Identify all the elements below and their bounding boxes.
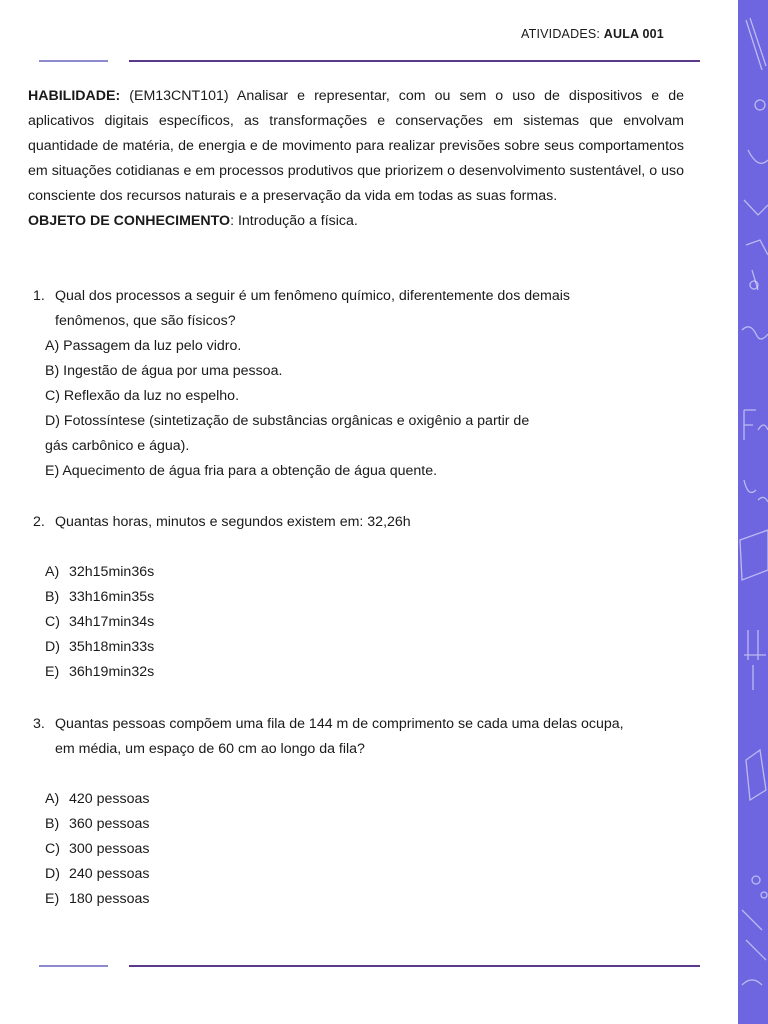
answer-option	[28, 837, 684, 862]
lesson-number: AULA 001	[603, 27, 664, 41]
question-number: 1.	[33, 288, 45, 304]
option-text: 420 pessoas	[69, 791, 150, 807]
question-text-line: fenômenos, que são físicos?	[55, 313, 236, 329]
option-text: 36h19min32s	[69, 664, 155, 680]
answer-option	[28, 660, 684, 685]
answer-option: E) Aquecimento de água fria para a obtenção de água quente.	[45, 463, 438, 479]
question-text-line: Qual dos processos a seguir é um fenômeno químico, diferentemente dos demais	[55, 288, 570, 304]
answer-option	[28, 560, 684, 585]
answer-option	[28, 610, 684, 635]
option-text: 33h16min35s	[69, 589, 155, 605]
option-letter: C)	[45, 841, 60, 857]
answer-option: B) Ingestão de água por uma pessoa.	[45, 363, 283, 379]
answer-option: D) Fotossíntese (sintetização de substâncias orgânicas e oxigênio a partir de	[45, 413, 530, 429]
header-title	[521, 27, 664, 41]
question-text-line: em média, um espaço de 60 cm ao longo da fila?	[55, 741, 365, 757]
answer-option-continuation: gás carbônico e água).	[45, 438, 190, 454]
question-text-line: Quantas pessoas compõem uma fila de 144 m de comprimento se cada uma delas ocupa,	[55, 716, 624, 732]
skill-paragraph	[28, 84, 684, 209]
option-letter: A)	[45, 564, 60, 580]
question-number: 3.	[33, 716, 45, 732]
question-number: 2.	[33, 514, 45, 530]
footer-rule-long	[129, 965, 700, 967]
knowledge-object-label: OBJETO DE CONHECIMENTO	[28, 213, 231, 229]
question-text-line: Quantas horas, minutos e segundos existem em: 32,26h	[55, 514, 411, 530]
skill-text: (EM13CNT101) Analisar e representar, com ou sem o uso de dispositivos e de aplicativos digitais específicos, as transformações e conservações em sistemas que envolvam quantidade de matéria, de energia e de movimento para realizar previsões sobre seus comportamentos em situações cotidianas e em processos produtivos que priorizem o desenvolvimento sustentável, o uso consciente dos recursos naturais e a preservação da vida em todas as suas formas.	[28, 88, 684, 204]
answer-option	[28, 787, 684, 812]
option-letter: D)	[45, 866, 60, 882]
science-doodles-icon	[738, 0, 768, 1024]
answer-option	[28, 862, 684, 887]
option-text: 240 pessoas	[69, 866, 150, 882]
question-3	[28, 712, 684, 912]
option-letter: E)	[45, 664, 60, 680]
option-text: 32h15min36s	[69, 564, 155, 580]
header-rule-long	[129, 60, 700, 62]
option-letter: B)	[45, 589, 60, 605]
document-body	[28, 84, 684, 234]
knowledge-object-text: : Introdução a física.	[230, 213, 358, 229]
option-text: 34h17min34s	[69, 614, 155, 630]
option-letter: D)	[45, 639, 60, 655]
header-prefix: ATIVIDADES:	[521, 27, 601, 41]
option-letter: E)	[45, 891, 60, 907]
header-rule-short	[39, 60, 108, 62]
answer-option	[28, 887, 684, 912]
side-decoration-strip	[738, 0, 768, 1024]
option-letter: B)	[45, 816, 60, 832]
option-text: 300 pessoas	[69, 841, 150, 857]
answer-option	[28, 635, 684, 660]
question-1	[28, 284, 684, 484]
option-text: 360 pessoas	[69, 816, 150, 832]
option-text: 35h18min33s	[69, 639, 155, 655]
footer-rule-short	[39, 965, 108, 967]
knowledge-object	[28, 209, 684, 234]
answer-option	[28, 812, 684, 837]
option-letter: C)	[45, 614, 60, 630]
answer-option: A) Passagem da luz pelo vidro.	[45, 338, 242, 354]
skill-label: HABILIDADE:	[28, 88, 121, 104]
option-letter: A)	[45, 791, 60, 807]
question-2	[28, 510, 684, 685]
answer-option	[28, 585, 684, 610]
option-text: 180 pessoas	[69, 891, 150, 907]
answer-option: C) Reflexão da luz no espelho.	[45, 388, 240, 404]
